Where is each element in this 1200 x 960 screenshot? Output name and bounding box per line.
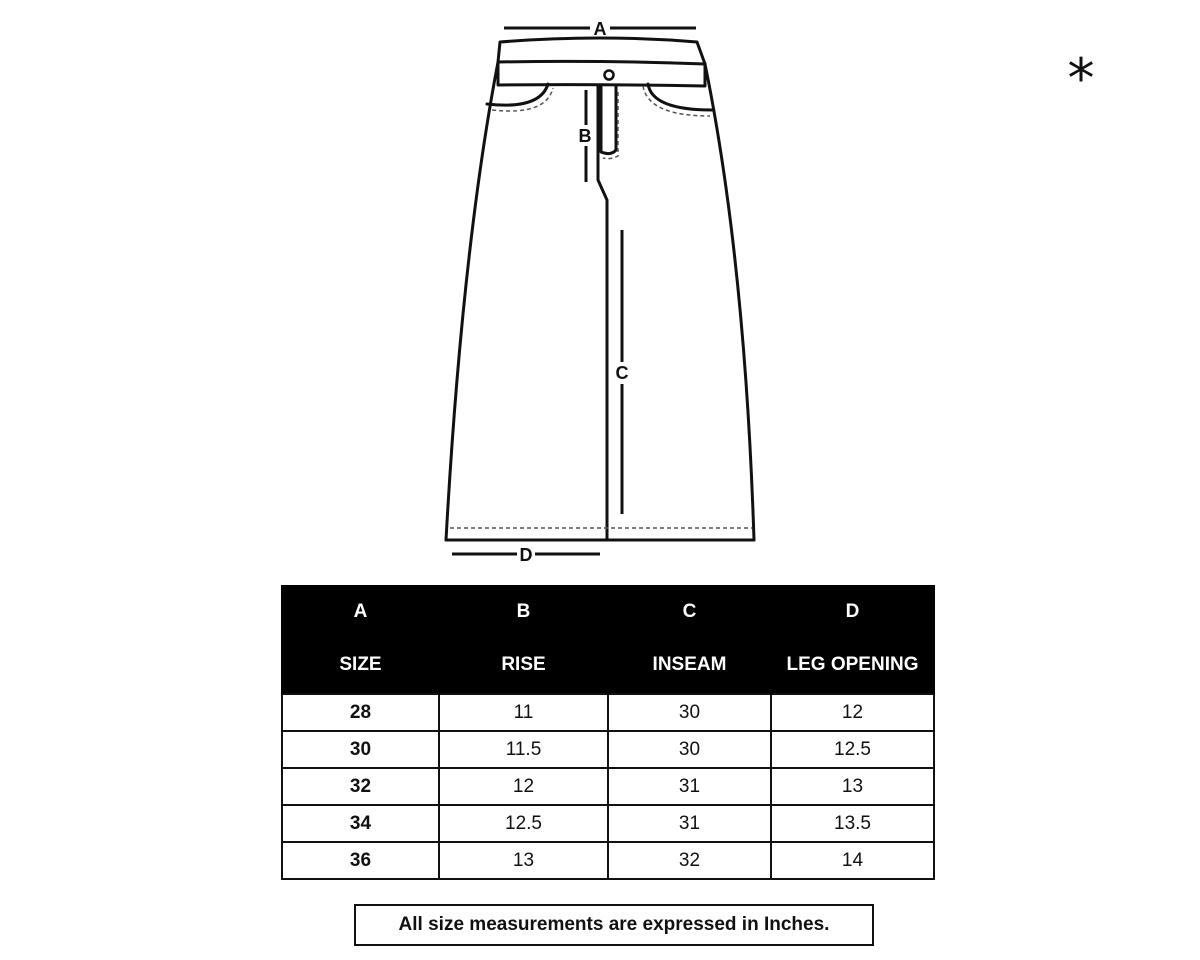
header-letter-c: C (608, 585, 771, 639)
waistband-lower-line (498, 62, 705, 86)
size-cell: 30 (282, 731, 439, 768)
shorts-outline-right (705, 64, 754, 540)
asterisk-mark: * (1067, 47, 1095, 110)
leg-opening-cell: 12.5 (771, 731, 934, 768)
size-cell: 36 (282, 842, 439, 879)
right-pocket-stitch (643, 86, 710, 116)
right-pocket (648, 84, 712, 110)
measure-label-d: D (519, 545, 533, 565)
waistband-outline (498, 38, 705, 64)
header-size: SIZE (282, 639, 439, 694)
rise-cell: 12 (439, 768, 608, 805)
rise-cell: 11.5 (439, 731, 608, 768)
rise-cell: 11 (439, 694, 608, 731)
header-rise: RISE (439, 639, 608, 694)
table-row (282, 842, 934, 879)
header-row-letters (282, 585, 934, 639)
rise-cell: 13 (439, 842, 608, 879)
measure-label-b: B (578, 126, 592, 146)
table-row (282, 694, 934, 731)
leg-opening-cell: 12 (771, 694, 934, 731)
header-letter-d: D (771, 585, 934, 639)
leg-opening-cell: 13.5 (771, 805, 934, 842)
table-row (282, 768, 934, 805)
size-cell: 32 (282, 768, 439, 805)
size-cell: 28 (282, 694, 439, 731)
inseam-cell: 30 (608, 731, 771, 768)
table-row (282, 731, 934, 768)
measurement-note: All size measurements are expressed in Inches. (354, 904, 874, 946)
size-chart-table (281, 585, 935, 880)
table-row (282, 805, 934, 842)
measure-label-a: A (593, 19, 607, 39)
header-row-names (282, 639, 934, 694)
inseam-cell: 31 (608, 805, 771, 842)
inseam-cell: 31 (608, 768, 771, 805)
leg-opening-cell: 14 (771, 842, 934, 879)
header-letter-a: A (282, 585, 439, 639)
size-cell: 34 (282, 805, 439, 842)
shorts-outline-left (446, 62, 498, 540)
rise-cell: 12.5 (439, 805, 608, 842)
header-leg-opening: LEG OPENING (771, 639, 934, 694)
inseam-cell: 30 (608, 694, 771, 731)
fly-outline (601, 86, 616, 154)
header-letter-b: B (439, 585, 608, 639)
left-pocket (487, 84, 548, 105)
inseam-cell: 32 (608, 842, 771, 879)
header-inseam: INSEAM (608, 639, 771, 694)
button-icon (605, 71, 614, 80)
measure-label-c: C (615, 363, 629, 383)
leg-opening-cell: 13 (771, 768, 934, 805)
